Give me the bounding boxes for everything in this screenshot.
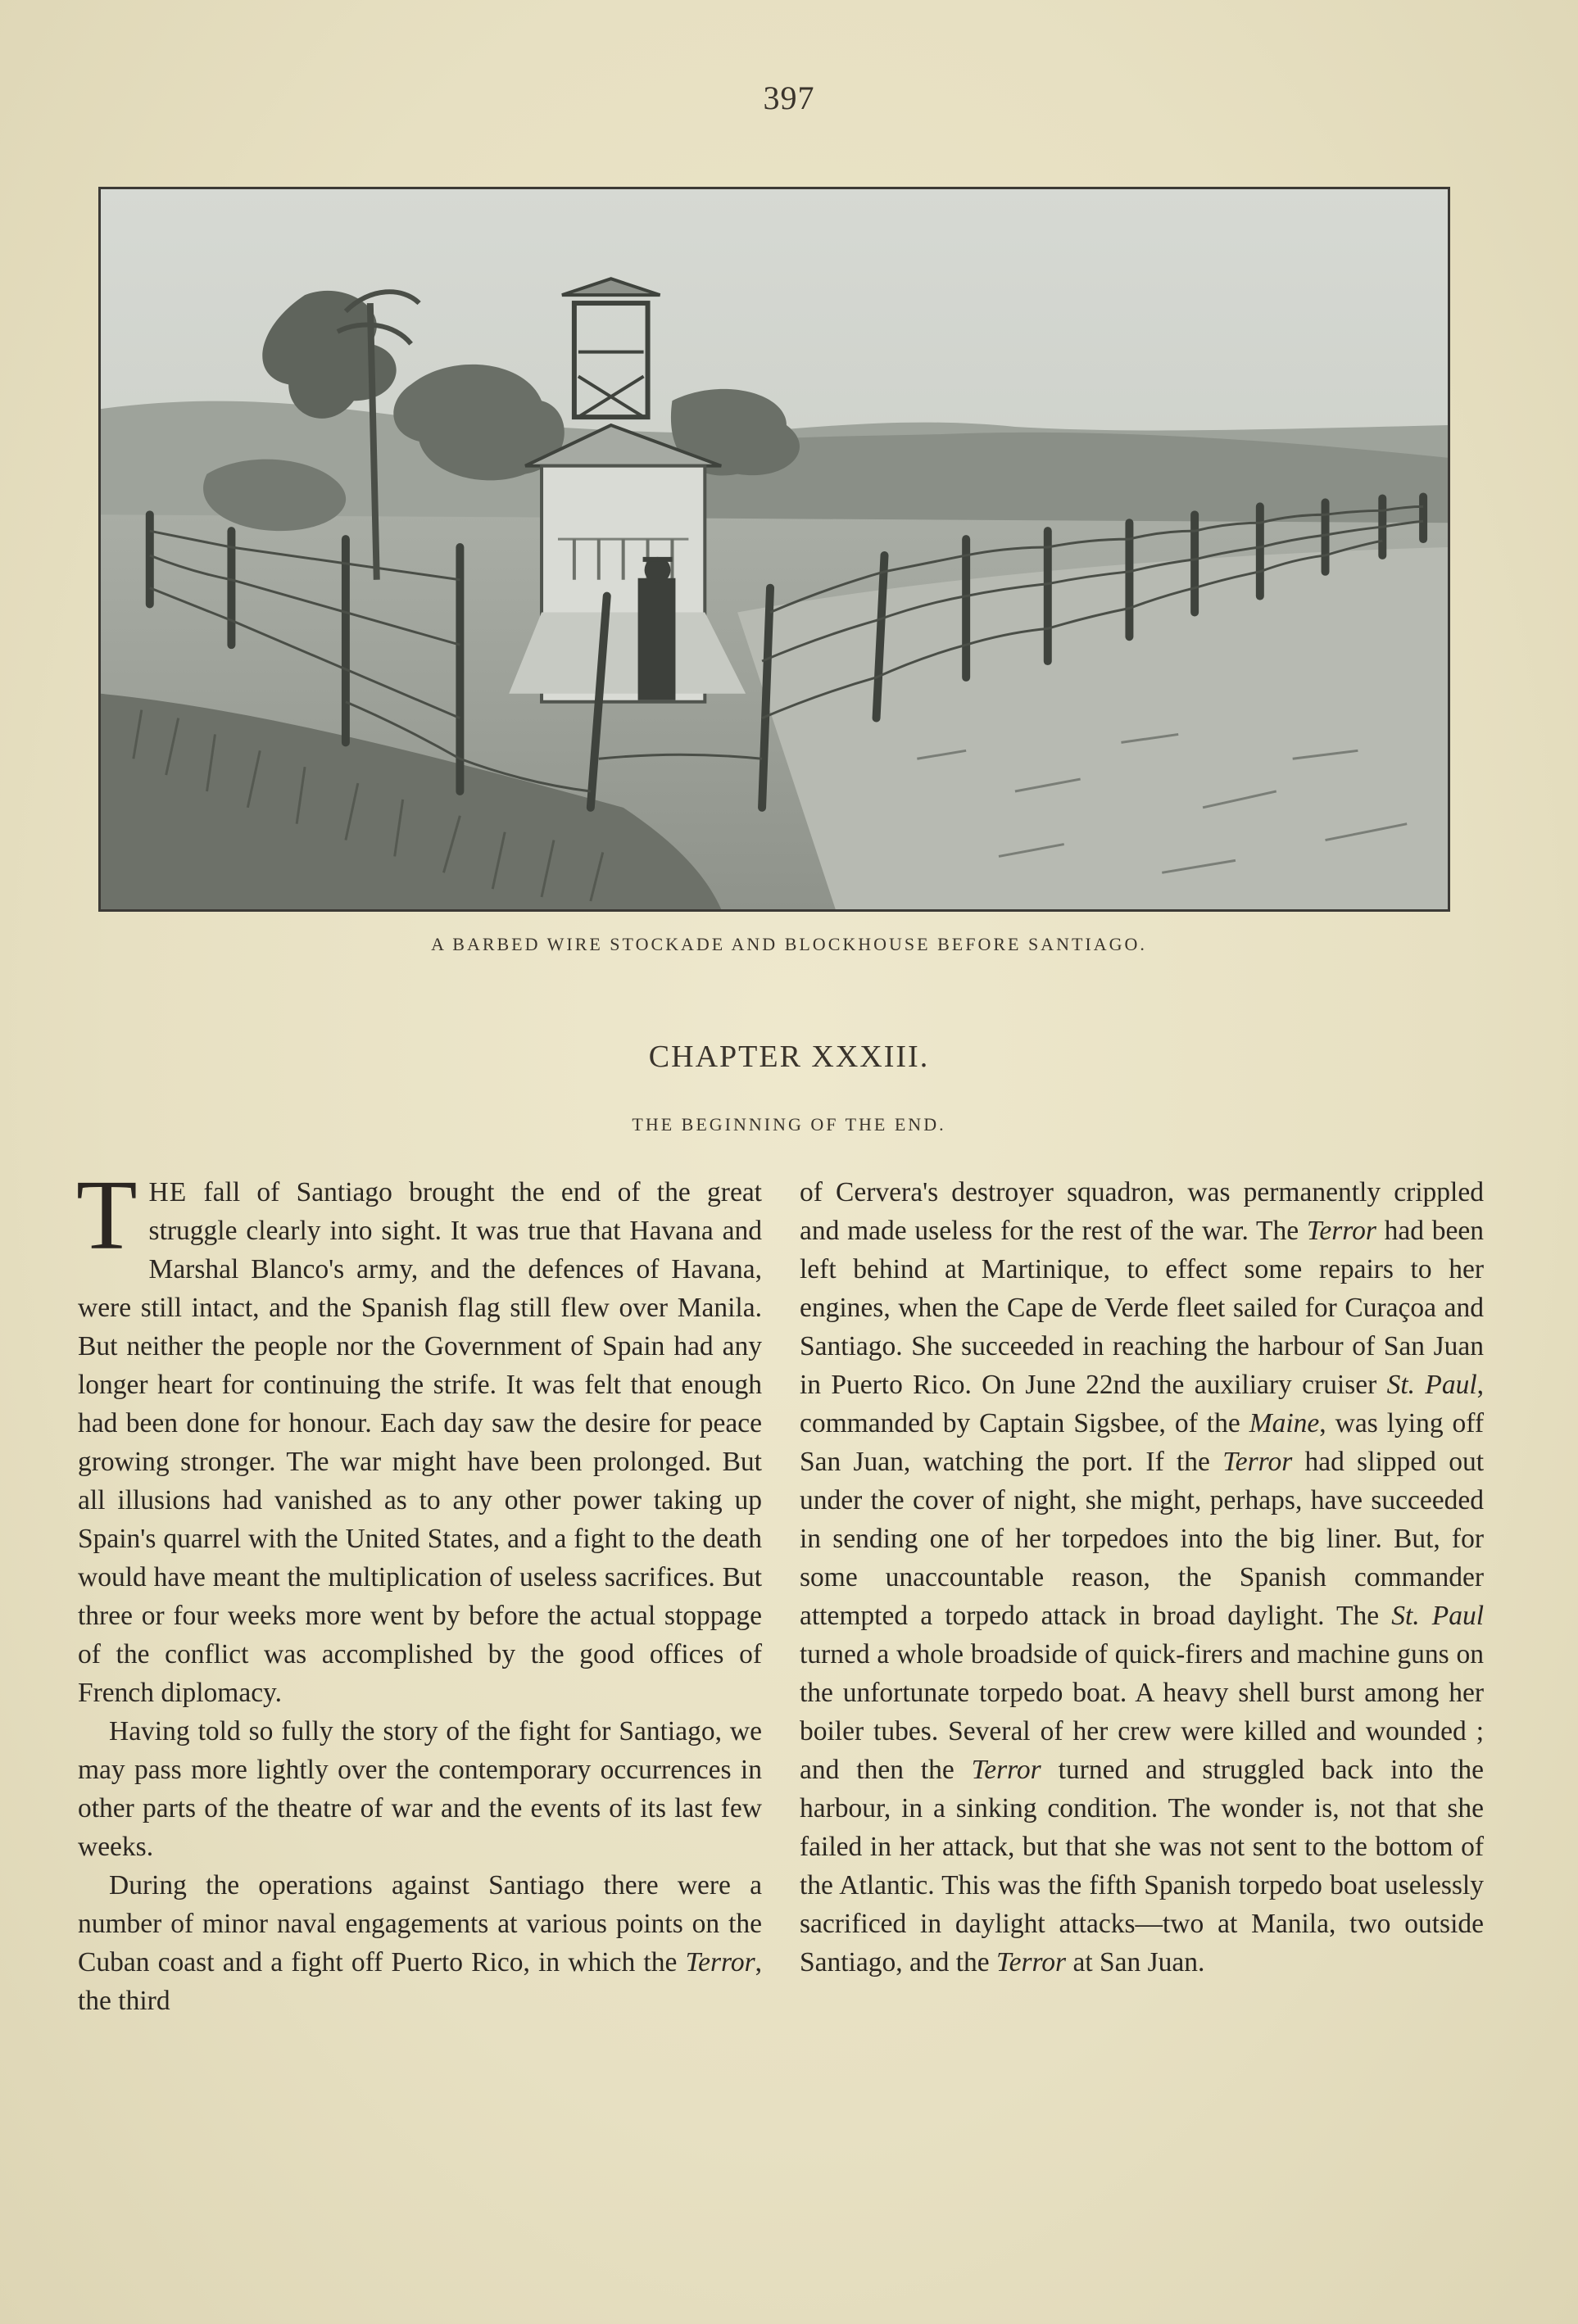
paragraph-text: , the third xyxy=(78,1947,762,2016)
chapter-subtitle: THE BEGINNING OF THE END. xyxy=(632,1114,946,1135)
paragraph: Having told so fully the story of the fight for Santiago, we may pass more lightly over the contemporary occurrences in other parts of the theatre of war and the events of its last few weeks. xyxy=(78,1716,762,1862)
page-number: 397 xyxy=(763,79,815,116)
ship-name: Maine xyxy=(1249,1408,1320,1438)
left-column xyxy=(76,1160,762,2020)
paragraph-text: of Cervera's destroyer squadron, was permanently crippled and made useless for the rest of the war. The xyxy=(800,1177,1484,1246)
ship-name: Terror xyxy=(1306,1216,1376,1246)
paragraph-text: turned a whole broadside of quick-firers and machine guns on the unfortunate torpedo boat. A heavy shell burst among her boiler tubes. Several of her crew were killed and wounded ; and then the xyxy=(800,1639,1484,1785)
ship-name: St. Paul xyxy=(1391,1601,1485,1631)
paragraph-text: , commanded by Captain Sigsbee, of the xyxy=(800,1370,1484,1438)
illustration-caption: A BARBED WIRE STOCKADE AND BLOCKHOUSE BEFORE SANTIAGO. xyxy=(431,934,1147,954)
right-column xyxy=(800,1173,1484,1982)
paragraph-text: turned and struggled back into the harbour, in a sinking condition. The wonder is, not that she failed in her attack, but that she was not sent to the bottom of the Atlantic. This was the fifth Spanish torpedo boat uselessly sacrificed in daylight attacks—two at Manila, two outside Santiago, and the xyxy=(800,1755,1484,1977)
paragraph-text: During the operations against Santiago there were a number of minor naval engagements at various points on the Cuban coast and a fight off Puerto Rico, in which the xyxy=(78,1870,762,1977)
paragraph xyxy=(78,1866,762,2020)
engraving-image xyxy=(101,189,1448,909)
paragraph-text: had been left behind at Martinique, to effect some repairs to her engines, when the Cape de Verde fleet sailed for Curaçoa and Santiago. She succeeded in reaching the harbour of San Juan in Puerto Rico. On June 22nd the auxiliary cruiser xyxy=(800,1216,1484,1400)
ship-name: Terror xyxy=(996,1947,1067,1977)
paragraph xyxy=(800,1173,1484,1982)
paragraph-text: at San Juan. xyxy=(1066,1947,1205,1977)
chapter-title: CHAPTER XXXIII. xyxy=(648,1040,930,1074)
ship-name: St. Paul xyxy=(1386,1370,1477,1400)
ship-name: Terror xyxy=(1222,1447,1293,1477)
drop-cap: T xyxy=(76,1160,138,1271)
paragraph-text: , was lying off San Juan, watching the port. If the xyxy=(800,1408,1484,1477)
paragraph xyxy=(76,1160,762,1712)
illustration-stockade xyxy=(98,187,1450,912)
lead-word: HE xyxy=(148,1177,188,1207)
ship-name: Terror xyxy=(685,1947,755,1977)
paragraph-text: had slipped out under the cover of night, she might, perhaps, have succeeded in sending one of her torpedoes into the big liner. But, for some unaccountable reason, the Spanish commander attempted a torpedo attack in broad daylight. The xyxy=(800,1447,1484,1631)
ship-name: Terror xyxy=(971,1755,1041,1785)
paragraph-text: fall of Santiago brought the end of the great struggle clearly into sight. It was true that Havana and Marshal Blanco's army, and the defences of Havana, were still intact, and the Spanish flag still flew over Manila. But neither the people nor the Government of Spain had any longer heart for continuing the strife. It was felt that enough had been done for honour. Each day saw the desire for peace growing stronger. The war might have been prolonged. But all illusions had vanished as to any other power taking up Spain's quarrel with the United States, and a fight to the death would have meant the multiplication of useless sacrifices. But three or four weeks more went by before the actual stoppage of the conflict was accomplished by the good offices of French diplomacy. xyxy=(78,1177,762,1708)
